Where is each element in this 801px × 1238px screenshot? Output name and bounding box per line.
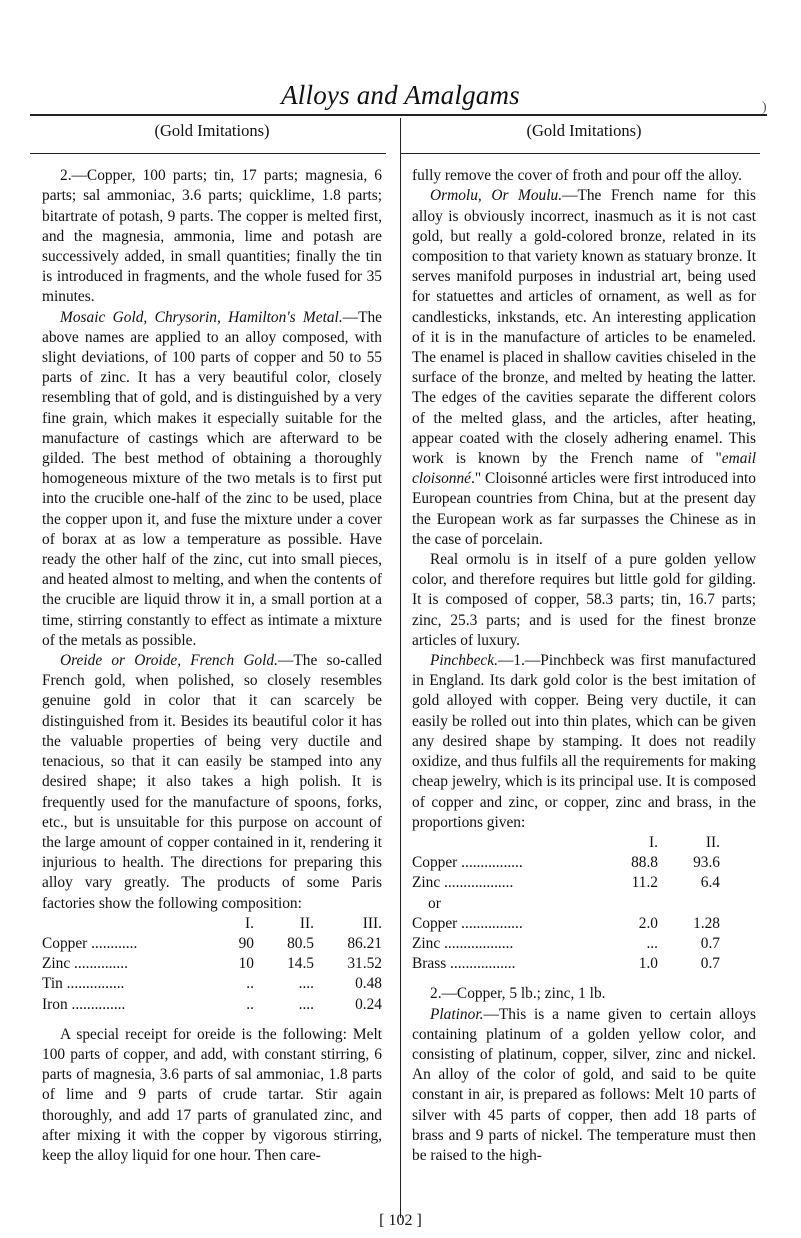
table-cell: 0.48 bbox=[355, 975, 382, 993]
table-cell: Brass ................. bbox=[412, 955, 516, 973]
right-paragraph-6 bbox=[412, 1005, 756, 1167]
table-cell: 93.6 bbox=[693, 854, 720, 872]
table-cell: .... bbox=[298, 995, 314, 1013]
oreide-composition-table bbox=[42, 914, 382, 1015]
table-cell: Zinc .................. bbox=[412, 874, 514, 892]
table-cell: 80.5 bbox=[287, 934, 314, 952]
ormolu-title: Ormolu, Or Moulu. bbox=[430, 187, 563, 205]
table-cell: 90 bbox=[238, 934, 254, 952]
table-cell: 11.2 bbox=[631, 874, 658, 892]
table-row bbox=[42, 995, 382, 1015]
ormolu-text-end: ." Cloisonné articles were first introduced into European countries from China, but at the present day the European work as far surpasses the Chinese as in the case of porcelain. bbox=[412, 470, 756, 548]
platinor-title: Platinor. bbox=[430, 1005, 484, 1023]
left-paragraph-3 bbox=[42, 651, 382, 914]
table-cell: Tin ............... bbox=[42, 975, 125, 993]
oreide-text: —The so-called French gold, when polished, so closely resembles genuine gold in color that it can scarcely be distinguished from it. Besides its beautiful color it has the valuable properties of being very ductile and tenacious, so that it can easily be stamped into any desired shape; it also takes a high polish. It is frequently used for the manufacture of spoons, forks, etc., but is unsuitable for this purpose on account of the large amount of copper contained in it, rendering it injurious to health. The directions for preparing this alloy vary greatly. The products of some Paris factories show the following composition: bbox=[42, 652, 383, 912]
ormolu-text: —The French name for this alloy is obviously incorrect, inasmuch as it is not cast gold, but really a gold-colored bronze, related in its composition to that variety known as statuary bronze. It serves manifold purposes in industrial art, being used for statuettes and articles of ornament, as well as for candlesticks, inkstands, etc. An interesting application of it is in the manufacture of articles to be enameled. The enamel is placed in shallow cavities chiseled in the surface of the bronze, and melted by heating the latter. The edges of the cavities separate the different colors of the melted glass, and the articles, after heating, appear coated with the closely adhering enamel. This work is known by the French name of " bbox=[412, 187, 756, 468]
left-column bbox=[42, 120, 382, 1166]
table-row bbox=[412, 954, 756, 974]
right-paragraph-1: fully remove the cover of froth and pour off the alloy. bbox=[412, 167, 742, 185]
table-cell: .. bbox=[246, 975, 254, 993]
table-header-cell bbox=[412, 833, 602, 853]
left-paragraph-4: A special receipt for oreide is the following: Melt 100 parts of copper, and add, with constant stirring, 6 parts of magnesia, 3.6 parts of sal ammoniac, 1.8 parts of lime and 9 parts of crude tartar. Stir again thoroughly, and add 17 parts of granulated zinc, and after mixing it with the copper by vigorous stirring, keep the alloy liquid for one hour. Then care- bbox=[42, 1025, 382, 1164]
right-heading-rule bbox=[400, 153, 760, 154]
table-cell: 6.4 bbox=[700, 874, 720, 892]
margin-mark: ) bbox=[762, 100, 767, 115]
header-rule bbox=[30, 114, 767, 116]
right-paragraph-3: Real ormolu is in itself of a pure golden yellow color, and therefore requires but little gold for gilding. It is composed of copper, 58.3 parts; tin, 16.7 parts; zinc, 25.3 parts; and is used for the finest bronze articles of luxury. bbox=[412, 551, 756, 649]
table-row bbox=[412, 914, 756, 934]
right-column-heading: (Gold Imitations) bbox=[526, 121, 642, 140]
table-cell: .. bbox=[246, 995, 254, 1013]
right-paragraph-4 bbox=[412, 651, 756, 833]
table-row bbox=[412, 894, 756, 914]
page-number: [ 102 ] bbox=[379, 1212, 422, 1229]
table-cell: 1.0 bbox=[638, 955, 658, 973]
table-cell bbox=[658, 894, 720, 914]
table-cell: 0.7 bbox=[700, 955, 720, 973]
left-paragraph-2 bbox=[42, 308, 382, 651]
mosaic-gold-title: Mosaic Gold, Chrysorin, Hamilton's Metal. bbox=[60, 308, 343, 326]
table-cell: 31.52 bbox=[347, 955, 382, 973]
table-row bbox=[42, 934, 382, 954]
table-cell bbox=[602, 894, 658, 914]
table-row bbox=[412, 853, 756, 873]
right-paragraph-2 bbox=[412, 186, 756, 550]
oreide-title: Oreide or Oroide, French Gold. bbox=[60, 652, 278, 670]
right-paragraph-5: 2.—Copper, 5 lb.; zinc, 1 lb. bbox=[430, 985, 606, 1003]
table-header-row bbox=[42, 914, 382, 934]
table-cell: Copper ................ bbox=[412, 854, 523, 872]
table-cell: 2.0 bbox=[638, 914, 658, 932]
table-cell: .... bbox=[298, 975, 314, 993]
running-head: Alloys and Amalgams bbox=[281, 80, 520, 110]
table-cell: Zinc .............. bbox=[42, 955, 128, 973]
platinor-text: —This is a name given to certain alloys containing platinum of a golden yellow color, and consisting of platinum, copper, silver, zinc and nickel. An alloy of the color of gold, and said to be quite constant in air, is prepared as follows: Melt 10 parts of silver with 45 parts of copper, then add 18 parts of brass and 9 parts of nickel. The temperature must then be raised to the high- bbox=[412, 1005, 756, 1164]
pinchbeck-title: Pinchbeck. bbox=[430, 652, 498, 670]
table-cell: 0.7 bbox=[700, 934, 720, 952]
email-cloisonne-term: email cloisonné bbox=[412, 450, 756, 488]
pinchbeck-composition-table bbox=[412, 833, 756, 974]
table-cell: or bbox=[428, 894, 441, 912]
table-header-cell: II. bbox=[705, 833, 720, 851]
left-paragraph-1: 2.—Copper, 100 parts; tin, 17 parts; magnesia, 6 parts; sal ammoniac, 3.6 parts; quicklime, 1.8 parts; bitartrate of potash, 9 parts. The copper is melted first, and the magnesia, ammonia, lime and potash are successively added, in small quantities; finally the tin is introduced in fragments, and the whole fused for 35 minutes. bbox=[42, 167, 382, 306]
table-cell: 14.5 bbox=[287, 955, 314, 973]
table-cell: ... bbox=[646, 934, 658, 952]
table-header-cell: I. bbox=[649, 833, 658, 851]
table-header-cell: III. bbox=[362, 914, 382, 932]
left-column-heading: (Gold Imitations) bbox=[154, 121, 270, 140]
table-header-row bbox=[412, 833, 756, 853]
column-divider bbox=[400, 118, 401, 1218]
table-header-cell: II. bbox=[299, 914, 314, 932]
table-header-cell bbox=[42, 914, 210, 934]
left-heading-rule bbox=[30, 153, 386, 154]
right-column bbox=[412, 120, 756, 1166]
table-row bbox=[412, 873, 756, 893]
pinchbeck-text: —1.—Pinchbeck was first manufactured in England. Its dark gold color is the best imitation of gold alloyed with copper. Being very ductile, it can easily be rolled out into thin plates, which can be given any desired shape by stamping. It does not readily oxidize, and thus fulfils all the requirements for making cheap jewelry, which is its principal use. It is composed of copper and zinc, or copper, zinc and brass, in the proportions given: bbox=[412, 652, 756, 831]
table-cell: Copper ............ bbox=[42, 934, 138, 952]
table-cell: 0.24 bbox=[355, 995, 382, 1013]
table-row bbox=[42, 954, 382, 974]
table-cell: Iron .............. bbox=[42, 995, 126, 1013]
table-cell: 86.21 bbox=[347, 934, 382, 952]
table-header-cell: I. bbox=[245, 914, 254, 932]
table-cell: 10 bbox=[238, 955, 254, 973]
table-cell: Zinc .................. bbox=[412, 934, 514, 952]
table-row bbox=[42, 974, 382, 994]
table-cell: 1.28 bbox=[693, 914, 720, 932]
table-cell: Copper ................ bbox=[412, 914, 523, 932]
mosaic-gold-text: —The above names are applied to an alloy composed, with slight deviations, of 100 parts of copper and 50 to 55 parts of zinc. It has a very beautiful color, closely resembling that of gold, and is distinguished by a very fine grain, which makes it especially suitable for the manufacture of castings which are afterward to be gilded. The best method of obtaining a thoroughly homogeneous mixture of the two metals is to first put into the crucible one-half of the zinc to be used, place the copper upon it, and fuse the mixture under a cover of borax at as low a temperature as possible. Have ready the other half of the zinc, cut into small pieces, and heated almost to melting, and when the contents of the crucible are liquid throw it in, a small portion at a time, stirring constantly to effect as intimate a mixture of the metals as possible. bbox=[42, 308, 382, 649]
table-row bbox=[412, 934, 756, 954]
table-cell: 88.8 bbox=[631, 854, 658, 872]
